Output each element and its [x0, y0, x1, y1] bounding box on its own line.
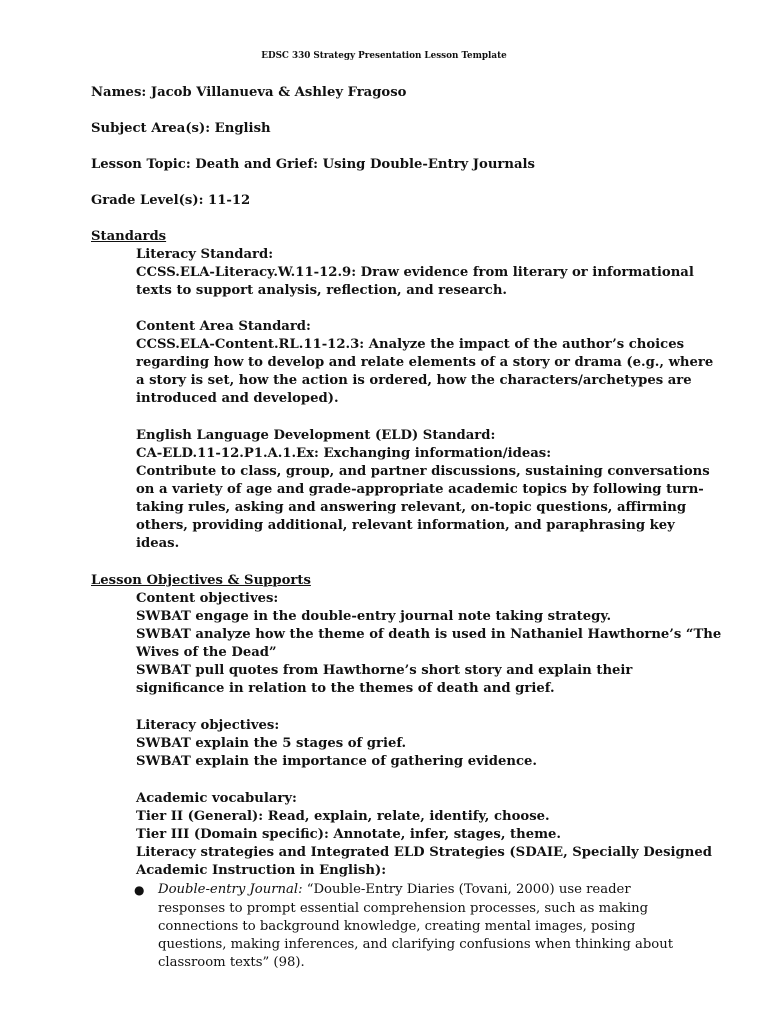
bullet-text: classroom texts” (98).	[158, 955, 305, 970]
bullet-first-text: “Double-Entry Diaries (Tovani, 2000) use reader	[302, 882, 631, 897]
grade-level-line: Grade Level(s): 11-12	[91, 193, 251, 208]
lesson-topic-line: Lesson Topic: Death and Grief: Using Double-Entry Journals	[91, 157, 535, 172]
eld-standard-text: CA-ELD.11-12.P1.A.1.Ex: Exchanging information/ideas:	[136, 446, 552, 461]
bullet-first-line	[158, 881, 631, 899]
bullet-icon: ●	[134, 883, 145, 897]
names-line: Names: Jacob Villanueva & Ashley Fragoso	[91, 85, 407, 100]
literacy-standard-text: texts to support analysis, reflection, and research.	[136, 283, 508, 298]
content-objective-text: SWBAT pull quotes from Hawthorne’s short story and explain their	[136, 663, 633, 678]
literacy-objective-text: SWBAT explain the importance of gathering evidence.	[136, 754, 537, 769]
content-objectives-label: Content objectives:	[136, 591, 279, 606]
vocabulary-text: Tier III (Domain specific): Annotate, infer, stages, theme.	[136, 827, 562, 842]
content-objective-text: significance in relation to the themes of death and grief.	[136, 681, 555, 696]
literacy-standard-label: Literacy Standard:	[136, 247, 274, 262]
standards-heading: Standards	[91, 229, 167, 244]
eld-standard-text: ideas.	[136, 536, 180, 551]
content-area-standard-label: Content Area Standard:	[136, 319, 311, 334]
content-area-standard-text: regarding how to develop and relate elements of a story or drama (e.g., where	[136, 355, 714, 370]
bullet-text: questions, making inferences, and clarifying confusions when thinking about	[158, 937, 674, 952]
vocabulary-text: Academic Instruction in English):	[136, 863, 387, 878]
eld-standard-text: on a variety of age and grade-appropriate academic topics by following turn-	[136, 482, 704, 497]
document-title: EDSC 330 Strategy Presentation Lesson Template	[261, 51, 507, 61]
eld-standard-text: others, providing additional, relevant information, and paraphrasing key	[136, 518, 675, 533]
eld-standard-text: Contribute to class, group, and partner discussions, sustaining conversations	[136, 464, 710, 479]
bullet-term: Double-entry Journal:	[158, 882, 303, 897]
eld-standard-text: taking rules, asking and answering relevant, on-topic questions, affirming	[136, 500, 687, 515]
eld-standard-label: English Language Development (ELD) Standard:	[136, 428, 496, 443]
content-area-standard-text: CCSS.ELA-Content.RL.11-12.3: Analyze the impact of the author’s choices	[136, 337, 685, 352]
vocabulary-text: Tier II (General): Read, explain, relate, identify, choose.	[136, 809, 550, 824]
literacy-objective-text: SWBAT explain the 5 stages of grief.	[136, 736, 407, 751]
vocabulary-text: Literacy strategies and Integrated ELD Strategies (SDAIE, Specially Designed	[136, 845, 712, 860]
content-objective-text: SWBAT engage in the double-entry journal note taking strategy.	[136, 609, 612, 624]
academic-vocabulary-label: Academic vocabulary:	[136, 791, 297, 806]
content-area-standard-text: introduced and developed).	[136, 391, 339, 406]
literacy-standard-text: CCSS.ELA-Literacy.W.11-12.9: Draw evidence from literary or informational	[136, 265, 694, 280]
content-area-standard-text: a story is set, how the action is ordered, how the characters/archetypes are	[136, 373, 692, 388]
content-objective-text: Wives of the Dead”	[136, 645, 277, 660]
bullet-text: responses to prompt essential comprehension processes, such as making	[158, 901, 649, 916]
subject-area-line: Subject Area(s): English	[91, 121, 271, 136]
bullet-text: connections to background knowledge, creating mental images, posing	[158, 919, 636, 934]
content-objective-text: SWBAT analyze how the theme of death is used in Nathaniel Hawthorne’s “The	[136, 627, 722, 642]
objectives-heading: Lesson Objectives & Supports	[91, 573, 311, 588]
literacy-objectives-label: Literacy objectives:	[136, 718, 280, 733]
